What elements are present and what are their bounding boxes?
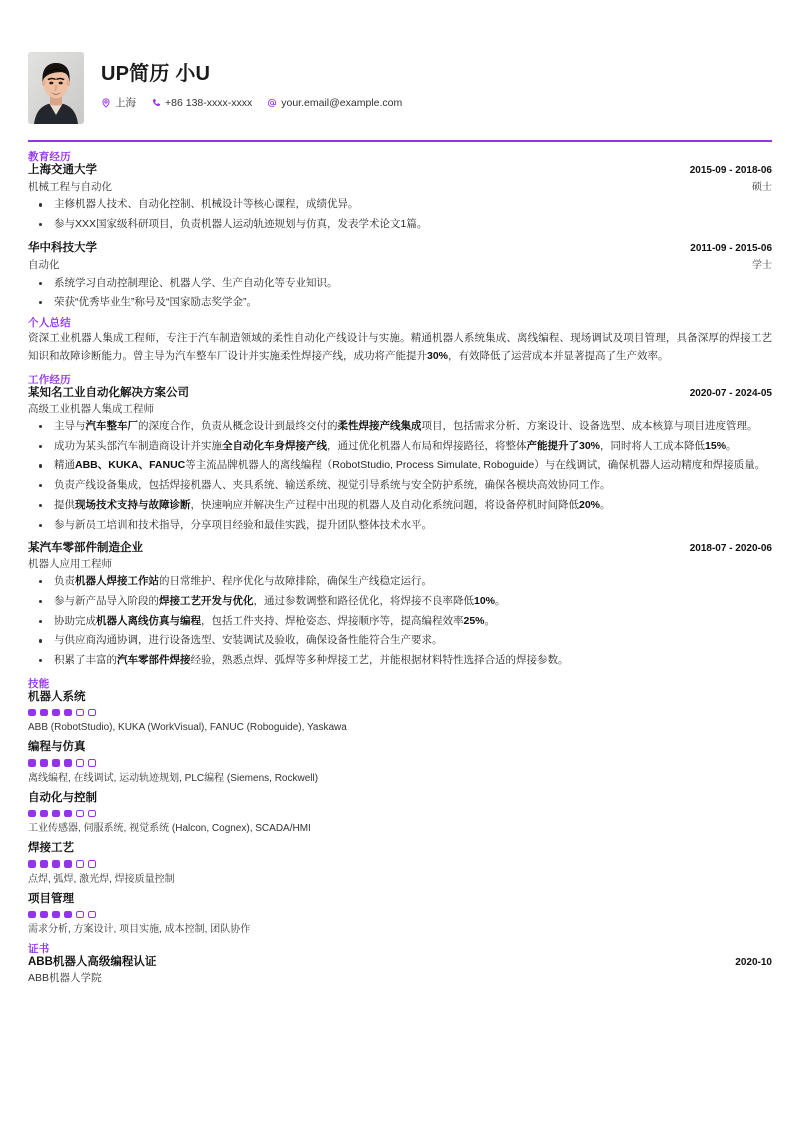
contact-email (267, 97, 402, 109)
resume-header (28, 52, 772, 138)
section-summary (28, 317, 772, 365)
skill-description: 离线编程, 在线调试, 运动轨迹规划, PLC编程 (Siemens, Rockwell) (28, 772, 319, 784)
skill-description: ABB (RobotStudio), KUKA (WorkVisual), FANUC (Roboguide), Yaskawa (28, 722, 347, 734)
skill-dot-empty (88, 709, 96, 717)
list-item: 主导与汽车整车厂的深度合作，负责从概念设计到最终交付的柔性焊接产线集成项目，包括需求分析、方案设计、设备选型、成本核算与项目进度管理。 (28, 419, 772, 435)
list-item: 参与新产品导入阶段的焊接工艺开发与优化，通过参数调整和路径优化，将焊接不良率降低10%。 (28, 594, 772, 610)
section-title-certificates: 证书 (28, 943, 50, 956)
skill-dot-filled (28, 860, 36, 868)
education-bullets (28, 197, 772, 233)
skill-dot-filled (64, 709, 72, 717)
section-certificates (28, 943, 772, 985)
skill-item (28, 791, 772, 836)
skill-dot-filled (28, 709, 36, 717)
education-dates: 2011-09 - 2015-06 (690, 242, 772, 254)
work-role: 高级工业机器人集成工程师 (28, 402, 154, 415)
skill-dot-filled (40, 810, 48, 818)
work-role: 机器人应用工程师 (28, 557, 112, 570)
skill-dot-filled (40, 860, 48, 868)
skill-item (28, 690, 772, 735)
skill-description: 工业传感器, 伺服系统, 视觉系统 (Halcon, Cognex), SCADA/HMI (28, 823, 311, 835)
skill-dot-empty (76, 810, 84, 818)
list-item: 积累了丰富的汽车零部件焊接经验，熟悉点焊、弧焊等多种焊接工艺，并能根据材料特性选择合适的焊接参数。 (28, 653, 772, 669)
work-bullets (28, 419, 772, 534)
certificate-issuer: ABB机器人学院 (28, 971, 102, 984)
skill-dot-filled (64, 911, 72, 919)
skill-name: 机器人系统 (28, 690, 86, 703)
education-school: 上海交通大学 (28, 163, 97, 176)
skill-level-dots (28, 810, 772, 818)
skills-list (28, 690, 772, 937)
education-school: 华中科技大学 (28, 241, 97, 254)
skill-dot-filled (64, 810, 72, 818)
skill-dot-filled (28, 810, 36, 818)
skill-dot-empty (76, 911, 84, 919)
contact-location-text: 上海 (115, 97, 136, 109)
list-item: 参与XXX国家级科研项目，负责机器人运动轨迹规划与仿真，发表学术论文1篇。 (28, 217, 772, 233)
list-item: 与供应商沟通协调，进行设备选型、安装调试及验收，确保设备性能符合生产要求。 (28, 633, 772, 649)
contact-location (101, 95, 136, 110)
education-degree: 硕士 (752, 182, 772, 194)
skill-dot-filled (40, 759, 48, 767)
work-bullets (28, 574, 772, 669)
skill-dot-empty (76, 709, 84, 717)
header-divider (28, 140, 772, 142)
location-pin-icon (101, 98, 111, 108)
list-item: 系统学习自动控制理论、机器人学、生产自动化等专业知识。 (28, 276, 772, 292)
work-company: 某汽车零部件制造企业 (28, 542, 143, 555)
list-item: 参与新员工培训和技术指导，分享项目经验和最佳实践，提升团队整体技术水平。 (28, 518, 772, 534)
list-item: 精通ABB、KUKA、FANUC等主流品牌机器人的离线编程（RobotStudio, Process Simulate, Roboguide）与在线调试，确保机器人运动精度和焊接质量。 (28, 458, 772, 474)
skill-level-dots (28, 911, 772, 919)
work-dates: 2020-07 - 2024-05 (689, 388, 772, 400)
list-item: 荣获“优秀毕业生”称号及“国家励志奖学金”。 (28, 295, 772, 311)
section-title-work: 工作经历 (28, 374, 71, 387)
phone-icon (151, 98, 161, 108)
skill-dot-filled (40, 709, 48, 717)
skill-dot-filled (40, 911, 48, 919)
skill-dot-filled (28, 759, 36, 767)
work-entry (28, 386, 772, 533)
skill-dot-empty (88, 860, 96, 868)
skill-name: 编程与仿真 (28, 741, 86, 754)
skill-name: 项目管理 (28, 892, 74, 905)
section-title-skills: 技能 (28, 677, 50, 690)
section-title-summary: 个人总结 (28, 317, 71, 330)
email-at-icon (267, 98, 277, 108)
identity-block (101, 52, 411, 110)
work-entry (28, 541, 772, 668)
education-major: 机械工程与自动化 (28, 181, 112, 194)
list-item: 提供现场技术支持与故障诊断，快速响应并解决生产过程中出现的机器人及自动化系统问题，将设备停机时间降低20%。 (28, 498, 772, 514)
list-item: 主修机器人技术、自动化控制、机械设计等核心课程，成绩优异。 (28, 197, 772, 213)
skill-item (28, 740, 772, 785)
section-work (28, 374, 772, 669)
section-skills (28, 678, 772, 937)
skill-dot-empty (88, 911, 96, 919)
skill-dot-empty (88, 759, 96, 767)
list-item: 负责产线设备集成，包括焊接机器人、夹具系统、输送系统、视觉引导系统与安全防护系统，确保各模块高效协同工作。 (28, 478, 772, 494)
skill-name: 自动化与控制 (28, 791, 97, 804)
education-degree: 学士 (752, 260, 772, 272)
skill-name: 焊接工艺 (28, 842, 74, 855)
skill-dot-filled (52, 911, 60, 919)
education-bullets (28, 276, 772, 312)
skill-level-dots (28, 860, 772, 868)
summary-text: 资深工业机器人集成工程师，专注于汽车制造领域的柔性自动化产线设计与实施。精通机器人系统集成、离线编程、现场调试及项目管理，具备深厚的焊接工艺知识和故障诊断能力。曾主导为汽车整车厂设计并实施柔性焊接产线，成功将产能提升30%，有效降低了运营成本并显著提高了生产效率。 (28, 332, 772, 363)
certificate-name: ABB机器人高级编程认证 (28, 956, 157, 969)
candidate-name: UP简历 小U (101, 63, 211, 85)
section-education (28, 151, 772, 311)
section-title-education: 教育经历 (28, 150, 71, 163)
contact-phone (151, 97, 252, 109)
skill-dot-filled (64, 759, 72, 767)
education-entry (28, 163, 772, 233)
list-item: 成功为某头部汽车制造商设计并实施全自动化车身焊接产线，通过优化机器人布局和焊接路径，将整体产能提升了30%，同时将人工成本降低15%。 (28, 439, 772, 455)
skill-level-dots (28, 709, 772, 717)
skill-dot-filled (52, 810, 60, 818)
contact-email-text: your.email@example.com (281, 96, 403, 109)
contact-list (101, 95, 411, 110)
certificate-date: 2020-10 (735, 957, 772, 969)
list-item: 协助完成机器人离线仿真与编程，包括工件夹持、焊枪姿态、焊接顺序等，提高编程效率25%。 (28, 614, 772, 630)
skill-description: 需求分析, 方案设计, 项目实施, 成本控制, 团队协作 (28, 924, 251, 936)
contact-phone-text: +86 138-xxxx-xxxx (165, 96, 253, 109)
skill-dot-filled (52, 709, 60, 717)
skill-dot-filled (28, 911, 36, 919)
education-dates: 2015-09 - 2018-06 (689, 164, 772, 176)
skill-level-dots (28, 759, 772, 767)
skill-dot-empty (76, 759, 84, 767)
skill-dot-filled (52, 860, 60, 868)
skill-dot-empty (88, 810, 96, 818)
profile-photo (28, 52, 84, 124)
education-entry (28, 241, 772, 311)
work-company: 某知名工业自动化解决方案公司 (28, 387, 189, 400)
skill-item (28, 892, 772, 937)
list-item: 负责机器人焊接工作站的日常维护、程序优化与故障排除，确保生产线稳定运行。 (28, 574, 772, 590)
education-major: 自动化 (28, 259, 60, 272)
certificate-entry (28, 955, 772, 985)
skill-description: 点焊, 弧焊, 激光焊, 焊接质量控制 (28, 873, 175, 885)
skill-dot-empty (76, 860, 84, 868)
skill-item (28, 841, 772, 886)
skill-dot-filled (64, 860, 72, 868)
work-dates: 2018-07 - 2020-06 (689, 543, 772, 555)
skill-dot-filled (52, 759, 60, 767)
